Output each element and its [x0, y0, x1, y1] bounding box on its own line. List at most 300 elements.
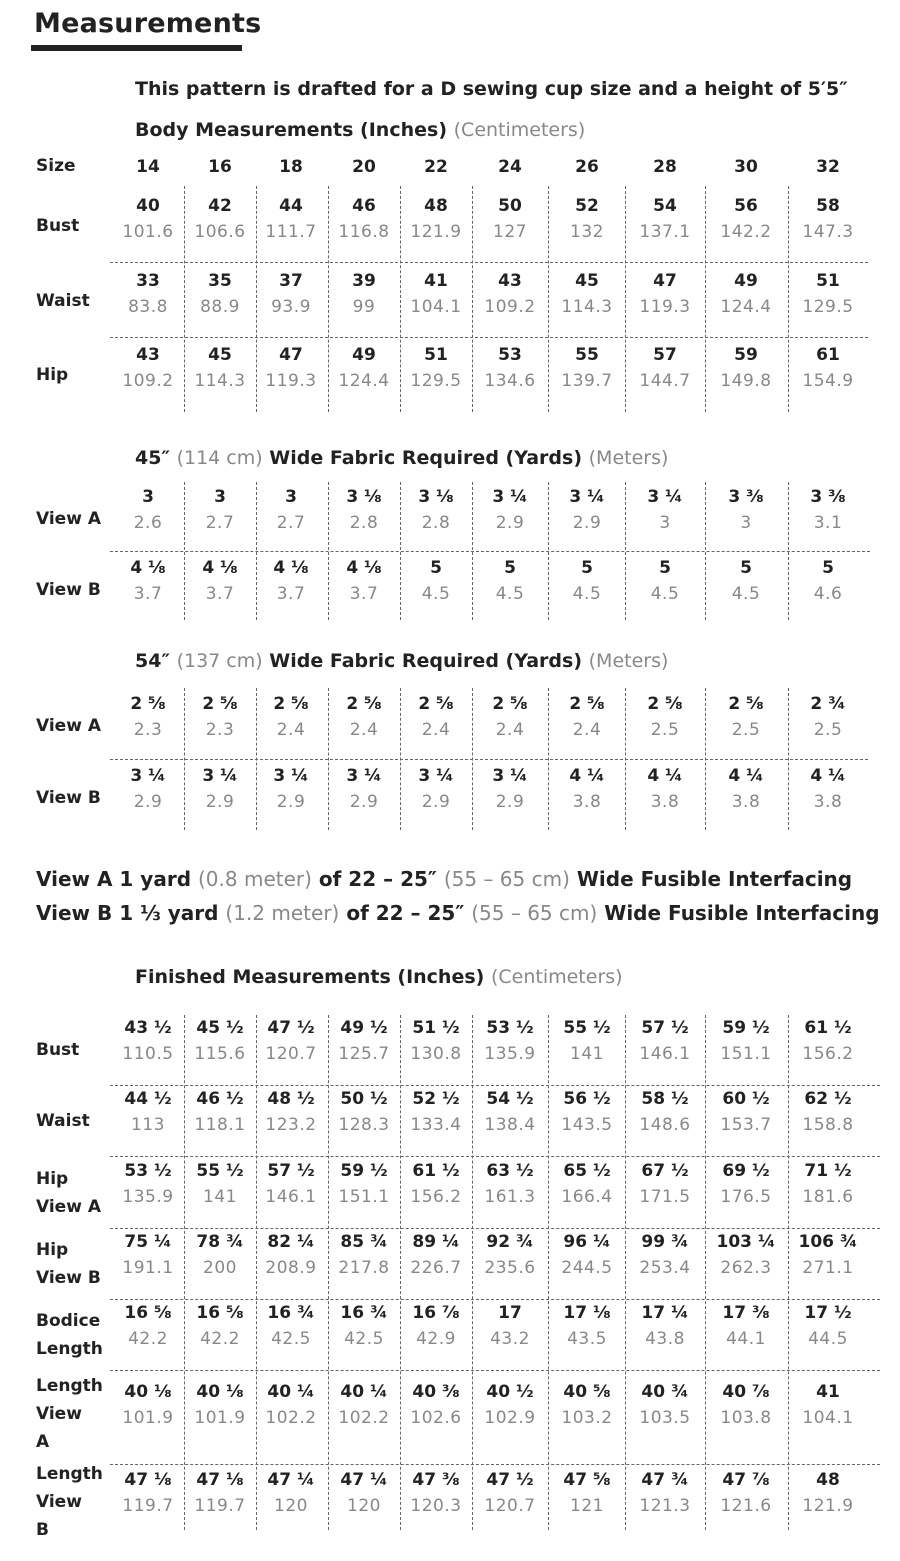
value-centimeters: 244.5 — [561, 1258, 613, 1278]
value-inches: 61 ½ — [804, 1018, 852, 1038]
value-inches: 48 — [424, 196, 448, 216]
value-centimeters: 43.8 — [645, 1329, 685, 1349]
value-centimeters: 253.4 — [639, 1258, 691, 1278]
value-cell — [108, 1382, 188, 1428]
value-centimeters: 226.7 — [410, 1258, 462, 1278]
value-inches: 47 ⅛ — [196, 1470, 244, 1490]
column-divider — [705, 186, 706, 412]
value-inches: 54 ½ — [486, 1089, 534, 1109]
interfacing-b-type: Wide Fusible Interfacing — [604, 901, 880, 925]
value-centimeters: 158.8 — [802, 1115, 854, 1135]
title-underline — [31, 45, 242, 51]
value-centimeters: 120.7 — [484, 1496, 536, 1516]
column-divider — [256, 186, 257, 412]
value-inches: 4 ⅛ — [273, 558, 309, 578]
value-cell — [706, 1382, 786, 1428]
value-cell — [788, 1018, 868, 1064]
interfacing-line-a — [36, 867, 852, 891]
value-cell — [180, 1470, 260, 1516]
row-divider — [110, 1156, 880, 1157]
value-centimeters: 101.9 — [194, 1408, 246, 1428]
value-inches: 3 ⅛ — [418, 487, 454, 507]
value-inches: 2 ⅝ — [647, 694, 683, 714]
finished-heading-alt: (Centimeters) — [490, 966, 623, 988]
row-label-line: View A — [36, 1197, 101, 1217]
column-divider — [256, 1015, 257, 1530]
value-inches: 40 ⅜ — [412, 1382, 460, 1402]
value-cell — [108, 487, 188, 533]
column-divider — [788, 1015, 789, 1530]
value-cell — [625, 345, 705, 391]
value-inches: 69 ½ — [722, 1161, 770, 1181]
column-divider — [472, 688, 473, 830]
value-cell — [470, 271, 550, 317]
row-divider — [110, 1299, 880, 1300]
value-inches: 49 — [352, 345, 376, 365]
value-cell — [547, 1303, 627, 1349]
value-cell — [108, 196, 188, 242]
value-centimeters: 121.3 — [639, 1496, 691, 1516]
value-centimeters: 103.8 — [720, 1408, 772, 1428]
value-centimeters: 156.2 — [802, 1044, 854, 1064]
column-divider — [184, 482, 185, 620]
value-centimeters: 3.8 — [731, 792, 761, 812]
interfacing-b-amount: View B 1 ⅓ yard — [36, 901, 219, 925]
value-inches: 42 — [208, 196, 232, 216]
interfacing-b-width-metric: (55 – 65 cm) — [471, 901, 598, 925]
value-inches: 3 — [214, 487, 226, 507]
value-cell — [706, 1161, 786, 1207]
value-inches: 2 ⅝ — [202, 694, 238, 714]
value-centimeters: 138.4 — [484, 1115, 536, 1135]
value-inches: 5 — [504, 558, 516, 578]
value-centimeters: 142.2 — [720, 222, 772, 242]
column-divider — [548, 688, 549, 830]
value-centimeters: 262.3 — [720, 1258, 772, 1278]
value-cell — [547, 271, 627, 317]
value-cell — [706, 487, 786, 533]
row-label-line: Waist — [36, 1111, 90, 1131]
value-cell — [547, 1382, 627, 1428]
value-cell — [788, 1089, 868, 1135]
value-centimeters: 120 — [274, 1496, 308, 1516]
row-label-line: View — [36, 1492, 82, 1512]
intro-text: This pattern is drafted for a D sewing cup size and a height of 5′5″ — [135, 78, 848, 100]
value-inches: 2 ⅝ — [346, 694, 382, 714]
value-inches: 3 ⅜ — [810, 487, 846, 507]
value-centimeters: 141 — [203, 1187, 237, 1207]
value-inches: 47 ¼ — [267, 1470, 315, 1490]
value-inches: 3 ¼ — [202, 766, 238, 786]
value-centimeters: 2.9 — [421, 792, 451, 812]
value-cell — [470, 558, 550, 604]
value-inches: 47 ⅝ — [563, 1470, 611, 1490]
row-divider — [110, 759, 868, 760]
value-inches: 65 ½ — [563, 1161, 611, 1181]
value-cell — [706, 558, 786, 604]
row-label-line: B — [36, 1520, 49, 1540]
column-divider — [400, 186, 401, 412]
value-inches: 4 ¼ — [728, 766, 764, 786]
value-cell — [706, 1303, 786, 1349]
value-inches: 16 ¾ — [267, 1303, 315, 1323]
value-centimeters: 3.8 — [572, 792, 602, 812]
value-centimeters: 110.5 — [122, 1044, 174, 1064]
value-cell — [396, 1018, 476, 1064]
value-inches: 2 ⅝ — [418, 694, 454, 714]
value-inches: 3 ¼ — [418, 766, 454, 786]
value-centimeters: 43.2 — [490, 1329, 530, 1349]
value-cell — [396, 196, 476, 242]
value-cell — [625, 487, 705, 533]
value-inches: 3 — [142, 487, 154, 507]
column-divider — [625, 688, 626, 830]
row-label-line: View — [36, 1404, 82, 1424]
value-inches: 103 ¼ — [716, 1232, 776, 1252]
value-centimeters: 103.2 — [561, 1408, 613, 1428]
value-cell — [324, 1018, 404, 1064]
value-centimeters: 42.2 — [200, 1329, 240, 1349]
value-cell — [470, 766, 550, 812]
value-centimeters: 137.1 — [639, 222, 691, 242]
value-inches: 4 ¼ — [647, 766, 683, 786]
value-inches: 2 ¾ — [810, 694, 846, 714]
value-inches: 51 — [816, 271, 840, 291]
value-inches: 78 ¾ — [196, 1232, 244, 1252]
value-cell — [396, 1382, 476, 1428]
value-inches: 53 ½ — [486, 1018, 534, 1038]
value-cell — [547, 345, 627, 391]
value-inches: 48 — [816, 1470, 840, 1490]
value-cell — [470, 1382, 550, 1428]
value-inches: 50 ½ — [340, 1089, 388, 1109]
value-inches: 63 ½ — [486, 1161, 534, 1181]
column-divider — [400, 482, 401, 620]
value-inches: 47 ⅛ — [124, 1470, 172, 1490]
value-cell — [108, 766, 188, 812]
interfacing-a-amount-metric: (0.8 meter) — [198, 867, 312, 891]
value-centimeters: 113 — [131, 1115, 165, 1135]
fabric54-width-in: 54″ — [135, 650, 170, 672]
value-centimeters: 42.2 — [128, 1329, 168, 1349]
value-inches: 59 — [734, 345, 758, 365]
row-label — [36, 1036, 79, 1064]
value-centimeters: 3.1 — [813, 513, 843, 533]
value-inches: 17 ¼ — [641, 1303, 689, 1323]
value-centimeters: 132 — [570, 222, 604, 242]
value-centimeters: 102.6 — [410, 1408, 462, 1428]
row-label — [36, 1107, 90, 1135]
body-heading-main: Body Measurements (Inches) — [135, 119, 448, 141]
value-centimeters: 181.6 — [802, 1187, 854, 1207]
value-cell — [324, 1470, 404, 1516]
interfacing-a-width-metric: (55 – 65 cm) — [443, 867, 570, 891]
value-centimeters: 83.8 — [128, 297, 168, 317]
value-inches: 43 — [498, 271, 522, 291]
value-inches: 16 ¾ — [340, 1303, 388, 1323]
value-cell — [251, 766, 331, 812]
value-cell — [706, 1232, 786, 1278]
column-divider — [705, 482, 706, 620]
value-centimeters: 2.5 — [813, 720, 843, 740]
value-inches: 59 ½ — [722, 1018, 770, 1038]
value-cell — [251, 558, 331, 604]
value-inches: 71 ½ — [804, 1161, 852, 1181]
value-centimeters: 43.5 — [567, 1329, 607, 1349]
column-divider — [256, 688, 257, 830]
size-header-32: 32 — [816, 157, 840, 177]
value-inches: 92 ¾ — [486, 1232, 534, 1252]
value-centimeters: 124.4 — [720, 297, 772, 317]
value-centimeters: 119.7 — [194, 1496, 246, 1516]
value-inches: 51 ½ — [412, 1018, 460, 1038]
value-cell — [396, 766, 476, 812]
value-cell — [180, 1018, 260, 1064]
value-inches: 3 — [285, 487, 297, 507]
value-cell — [706, 766, 786, 812]
value-cell — [625, 271, 705, 317]
column-divider — [472, 1015, 473, 1530]
value-inches: 3 ¼ — [130, 766, 166, 786]
value-centimeters: 147.3 — [802, 222, 854, 242]
value-inches: 33 — [136, 271, 160, 291]
value-cell — [180, 1089, 260, 1135]
value-cell — [625, 1232, 705, 1278]
value-centimeters: 146.1 — [639, 1044, 691, 1064]
value-centimeters: 191.1 — [122, 1258, 174, 1278]
value-centimeters: 111.7 — [265, 222, 317, 242]
size-label: Size — [36, 156, 76, 176]
page-title: Measurements — [34, 8, 262, 39]
value-centimeters: 4.5 — [650, 584, 680, 604]
value-inches: 48 ½ — [267, 1089, 315, 1109]
value-inches: 47 ½ — [267, 1018, 315, 1038]
value-inches: 55 ½ — [196, 1161, 244, 1181]
value-centimeters: 130.8 — [410, 1044, 462, 1064]
value-inches: 41 — [424, 271, 448, 291]
value-inches: 17 — [498, 1303, 522, 1323]
value-inches: 17 ½ — [804, 1303, 852, 1323]
value-inches: 99 ¾ — [641, 1232, 689, 1252]
size-header-16: 16 — [208, 157, 232, 177]
value-cell — [108, 1470, 188, 1516]
value-inches: 49 — [734, 271, 758, 291]
column-divider — [705, 1015, 706, 1530]
column-divider — [328, 186, 329, 412]
value-cell — [547, 1018, 627, 1064]
value-cell — [706, 345, 786, 391]
row-label-line: Waist — [36, 291, 90, 311]
value-cell — [251, 1470, 331, 1516]
value-centimeters: 2.4 — [276, 720, 306, 740]
value-cell — [396, 694, 476, 740]
value-centimeters: 2.3 — [133, 720, 163, 740]
column-divider — [625, 1015, 626, 1530]
value-inches: 56 ½ — [563, 1089, 611, 1109]
value-inches: 45 ½ — [196, 1018, 244, 1038]
value-inches: 2 ⅝ — [569, 694, 605, 714]
interfacing-a-amount: View A 1 yard — [36, 867, 192, 891]
value-cell — [788, 766, 868, 812]
value-cell — [324, 271, 404, 317]
value-centimeters: 135.9 — [122, 1187, 174, 1207]
column-divider — [328, 482, 329, 620]
value-centimeters: 119.3 — [265, 371, 317, 391]
value-cell — [324, 766, 404, 812]
value-inches: 2 ⅝ — [728, 694, 764, 714]
value-inches: 61 ½ — [412, 1161, 460, 1181]
row-label-line: Length — [36, 1339, 103, 1359]
fabric45-heading-alt: (Meters) — [588, 447, 669, 469]
value-cell — [251, 1303, 331, 1349]
value-cell — [625, 766, 705, 812]
row-label — [36, 505, 101, 533]
row-label-line: Bust — [36, 1040, 80, 1060]
value-centimeters: 102.9 — [484, 1408, 536, 1428]
row-label — [36, 784, 101, 812]
value-cell — [251, 1018, 331, 1064]
value-cell — [470, 1018, 550, 1064]
value-centimeters: 121.6 — [720, 1496, 772, 1516]
value-inches: 4 ⅛ — [130, 558, 166, 578]
column-divider — [472, 186, 473, 412]
value-cell — [547, 1089, 627, 1135]
row-divider — [110, 551, 870, 552]
value-inches: 44 ½ — [124, 1089, 172, 1109]
value-centimeters: 118.1 — [194, 1115, 246, 1135]
value-inches: 39 — [352, 271, 376, 291]
row-divider — [110, 1228, 880, 1229]
value-inches: 45 — [208, 345, 232, 365]
value-inches: 17 ⅜ — [722, 1303, 770, 1323]
value-cell — [470, 345, 550, 391]
value-inches: 40 ¾ — [641, 1382, 689, 1402]
value-cell — [180, 558, 260, 604]
row-label-line: View A — [36, 509, 101, 529]
value-centimeters: 42.5 — [344, 1329, 384, 1349]
value-centimeters: 2.9 — [133, 792, 163, 812]
value-centimeters: 2.5 — [731, 720, 761, 740]
value-centimeters: 139.7 — [561, 371, 613, 391]
value-centimeters: 2.3 — [205, 720, 235, 740]
value-inches: 58 — [816, 196, 840, 216]
value-centimeters: 271.1 — [802, 1258, 854, 1278]
row-label-line: Hip — [36, 1169, 69, 1189]
column-divider — [256, 482, 257, 620]
value-centimeters: 2.9 — [495, 513, 525, 533]
row-label-line: Length — [36, 1376, 103, 1396]
value-cell — [108, 694, 188, 740]
value-centimeters: 125.7 — [338, 1044, 390, 1064]
value-cell — [324, 345, 404, 391]
value-cell — [625, 1303, 705, 1349]
value-inches: 4 ⅛ — [202, 558, 238, 578]
column-divider — [705, 688, 706, 830]
value-centimeters: 3 — [659, 513, 671, 533]
value-cell — [625, 1018, 705, 1064]
value-cell — [788, 1232, 868, 1278]
value-centimeters: 115.6 — [194, 1044, 246, 1064]
value-inches: 89 ¼ — [412, 1232, 460, 1252]
value-cell — [625, 558, 705, 604]
value-inches: 51 — [424, 345, 448, 365]
fabric54-heading-alt: (Meters) — [588, 650, 669, 672]
fabric54-width-cm: (137 cm) — [176, 650, 263, 672]
value-centimeters: 129.5 — [410, 371, 462, 391]
column-divider — [328, 688, 329, 830]
value-inches: 40 ⅛ — [196, 1382, 244, 1402]
value-inches: 57 ½ — [267, 1161, 315, 1181]
value-cell — [547, 694, 627, 740]
value-centimeters: 123.2 — [265, 1115, 317, 1135]
value-cell — [251, 345, 331, 391]
value-centimeters: 44.5 — [808, 1329, 848, 1349]
value-centimeters: 134.6 — [484, 371, 536, 391]
fabric45-heading-main: Wide Fabric Required (Yards) — [269, 447, 583, 469]
value-inches: 2 ⅝ — [273, 694, 309, 714]
value-cell — [180, 1161, 260, 1207]
value-inches: 52 ½ — [412, 1089, 460, 1109]
value-inches: 40 ¼ — [267, 1382, 315, 1402]
value-cell — [706, 694, 786, 740]
value-cell — [470, 1303, 550, 1349]
value-cell — [396, 1303, 476, 1349]
value-cell — [470, 1161, 550, 1207]
value-inches: 59 ½ — [340, 1161, 388, 1181]
value-inches: 67 ½ — [641, 1161, 689, 1181]
row-label — [36, 1372, 103, 1456]
value-centimeters: 2.7 — [276, 513, 306, 533]
value-centimeters: 120.7 — [265, 1044, 317, 1064]
value-cell — [470, 196, 550, 242]
value-centimeters: 235.6 — [484, 1258, 536, 1278]
value-cell — [396, 487, 476, 533]
value-inches: 5 — [659, 558, 671, 578]
row-divider — [110, 337, 868, 338]
value-centimeters: 114.3 — [561, 297, 613, 317]
value-inches: 47 ⅞ — [722, 1470, 770, 1490]
value-inches: 40 ½ — [486, 1382, 534, 1402]
value-centimeters: 156.2 — [410, 1187, 462, 1207]
value-centimeters: 102.2 — [265, 1408, 317, 1428]
value-centimeters: 2.4 — [495, 720, 525, 740]
value-centimeters: 143.5 — [561, 1115, 613, 1135]
size-header-14: 14 — [136, 157, 160, 177]
value-cell — [324, 1303, 404, 1349]
value-cell — [324, 1161, 404, 1207]
value-inches: 2 ⅝ — [130, 694, 166, 714]
finished-heading-main: Finished Measurements (Inches) — [135, 966, 485, 988]
value-centimeters: 120 — [347, 1496, 381, 1516]
value-inches: 3 ¼ — [569, 487, 605, 507]
row-label-line: A — [36, 1432, 50, 1452]
value-cell — [324, 1089, 404, 1135]
row-label-line: Bust — [36, 216, 80, 236]
value-centimeters: 208.9 — [265, 1258, 317, 1278]
column-divider — [625, 482, 626, 620]
value-centimeters: 146.1 — [265, 1187, 317, 1207]
value-centimeters: 128.3 — [338, 1115, 390, 1135]
value-inches: 3 ⅜ — [728, 487, 764, 507]
value-inches: 62 ½ — [804, 1089, 852, 1109]
column-divider — [788, 186, 789, 412]
value-cell — [396, 271, 476, 317]
value-centimeters: 104.1 — [802, 1408, 854, 1428]
column-divider — [184, 1015, 185, 1530]
row-label — [36, 1307, 103, 1363]
value-cell — [470, 487, 550, 533]
value-inches: 47 — [653, 271, 677, 291]
